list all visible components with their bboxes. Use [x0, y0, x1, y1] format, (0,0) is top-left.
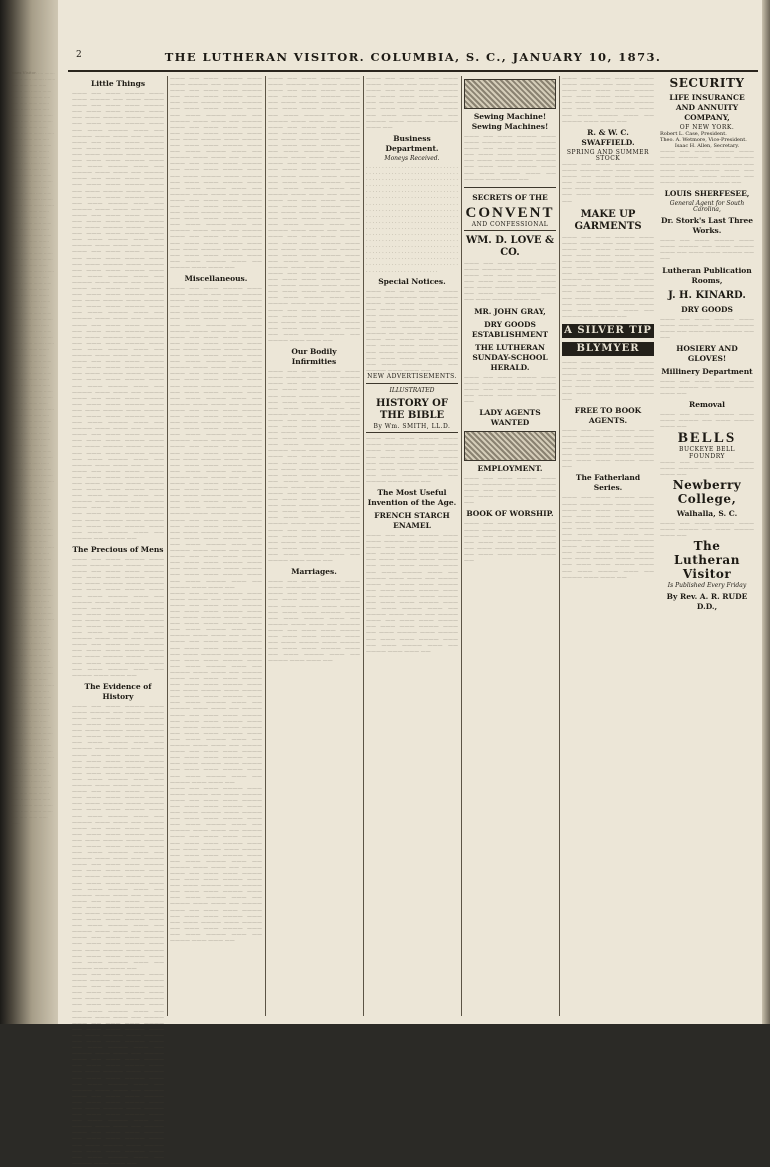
- page-right-edge: [762, 0, 770, 1024]
- article-text: ——— —— ——— ———— ——— ——— ———— —— ——— ———— ——— —— ——— ——— ———— —— ——— ——— ———— ——— —— ——— ———— ——— ———— —— ——— ——— ———— ——— —— ——— ———— ——— —— ———— ——— ——— ——: [464, 134, 556, 183]
- free-agents-heading: FREE TO BOOK AGENTS.: [574, 405, 642, 425]
- column-1: [72, 76, 164, 1167]
- walhalla: Walhalla, S. C.: [676, 508, 738, 518]
- column-rule: [461, 76, 462, 1016]
- secrets-heading: SECRETS OF THE: [472, 192, 548, 202]
- article-text: ——— —— ——— ———— ——— ——— ———— —— ——— ———— ——— ——: [660, 378, 754, 398]
- rifle-illustration: [464, 431, 556, 461]
- editor-line: By Rev. A. R. RUDE D.D.,: [666, 592, 748, 612]
- company-heading: LIFE INSURANCE AND ANNUITY COMPANY,: [669, 93, 745, 122]
- article-text: ——— —— ——— ———— ——— ——— ———— —— ——— ———— ——— —— ——— ——— ———— —— ——— ——— ———— ——— —— ——— ———— ——— ———— —— ——— ——— ———— ——— —— ——— ———— ——— —— ———— ——— ——— —— ———— ——— —— ——— ——— ———— —— ——— ——— ———— ——— —— ——— ———— ——— ———— —— ——— ——— ———— ——— —— ——— ———— ——— —— ———— ——— ——— —— ———— ——— —— ——— ——— ———— —— ——— ——— ———— ——— —— ——— ———— ——— ———— —— ——— ——— ———— ——— —— ——— ———— ——— —— ———— ——— ——— ——: [366, 532, 458, 655]
- article-text: ——— —— ——— ———— ——— ——— ———— —— ——— ———— ——— —— ——— ——— ———— —— ——— ——— ———— ——— —— ——— ———— ——— ———— —— ——— ——— ———— ——— —— ——— ———— ——— —— ———— ——— ——— ——: [366, 436, 458, 485]
- kinard-heading: J. H. KINARD.: [668, 289, 746, 301]
- bells-heading: BELLS: [677, 430, 737, 447]
- dry-goods-heading: DRY GOODS ESTABLISHMENT: [471, 319, 549, 339]
- new-advertisements: NEW ADVERTISEMENTS.: [367, 372, 457, 380]
- history-ad: [366, 383, 458, 433]
- article-text: ——— —— ——— ———— ——— ——— ———— —— ——— ———— ——— —— ——— ——— ———— —— ——— ——— ———— ——— —— ——— ———— ——— ———— —— ——— ——— ———— ——— —— ——— ———— ——— —— ———— ——— ——— —— ———— ——— —— ——— ——— ———— —— ——— ——— ———— ——— —— ——— ———— ——— ———— —— ——— ——— ———— ——— —— ——— ———— ——— —— ———— ——— ——— ——: [562, 495, 654, 581]
- article-text: ——— —— ——— ———— ——— ——— ———— —— ——— ———— ——— —— ——— ——— ———— —— ——— ——— ———— ——— ——: [464, 374, 556, 405]
- article-text: ——— —— ——— ———— ——— ——— ———— —— ——— ———— ——— ——: [660, 412, 754, 431]
- dry-goods-heading: DRY GOODS: [681, 304, 733, 314]
- article-text: ——— —— ——— ———— ——— ——— ———— —— ——— ———— ——— —— ——— ——— ———— —— ——— ——— ———— ——— —— ——— ———— ——— ———— —— ——— ——— ———— ——— ——: [562, 427, 654, 471]
- column-6: [562, 76, 654, 1016]
- worship-heading: BOOK OF WORSHIP.: [466, 509, 554, 519]
- masthead-title: THE LUTHERAN VISITOR. COLUMBIA, S. C., JANUARY 10, 1873.: [164, 50, 662, 64]
- newberry-heading: Newberry College,: [672, 477, 742, 506]
- article-text: ——— —— ——— ———— ——— ——— ———— —— ——— ———— ——— —— ——— ——— ———— —— ——— ——— ———— ——— —— ——— ———— ——— ———— —— ——— ——— ———— ——— —— ——— ———— ——— —— ———— ——— ——— —— ———— ——— —— ——— ——— ———— —— ——— ——— ———— ——— —— ——— ———— ——— ———— —— ——— ——— ———— ——— —— ——— ———— ——— —— ———— ——— ——— —— ———— ——— —— ——— ——— ———— —— ——— ——— ———— ——— —— ——— ———— ——— ———— —— ——— ——— ———— ——— —— ——— ———— ——— —— ———— ——— ——— —— ———— ——— —— ——— ——— ———— —— ——— ——— ———— ——— —— ——— ———— ——— ———— —— ——— ——— ———— ——— —— ——— ———— ——— —— ———— ——— ——— —— ———— ——— —— ——— ——— ———— —— ——— ——— ———— ——— —— ——— ———— ——— ———— —— ——— ——— ———— ——— —— ——— ———— ——— —— ———— ——— ——— ——: [170, 590, 262, 786]
- enamel-heading: FRENCH STARCH ENAMEL: [374, 510, 450, 530]
- article-text: ——— —— ——— ———— ——— ——— ———— —— ——— ———— ——— —— ——— ——— ———— —— ——— ——— ———— ——— —— ——— ———— ——— ———— —— ——— ——— ———— ——— —— ——— ———— ——— —— ———— ——— ——— —— ———— ——— —— ——— ——— ———— —— ——— ——— ———— ——— —— ——— ———— ——— ———— —— ——— ——— ———— ——— —— ——— ———— ——— —— ———— ——— ——— —— ———— ——— —— ——— ——— ———— —— ——— ——— ———— ——— —— ——— ———— ——— ———— —— ——— ——— ———— ——— —— ——— ———— ——— —— ———— ——— ——— —— ———— ——— —— ——— ——— ———— —— ——— ——— ———— ——— —— ——— ———— ——— ———— —— ——— ——— ———— ——— —— ——— ———— ——— —— ———— ——— ——— —— ———— ——— —— ——— ——— ———— —— ——— ——— ———— ——— —— ——— ———— ——— ———— —— ——— ——— ———— ——— —— ——— ———— ——— —— ———— ——— ——— ——: [72, 971, 164, 1167]
- adjacent-page-strip: ones Visitor. .... ........ ........ ...... ......... ........ ..... ....... ...... ...... ........ ..... ........ ....... ...... ....... ......... ..... ..... ...... ....... ........ ...... ....... ........ ..... ....... ........ ....... ....... ...... ...... ......... ........ ..... ...... ....... ....... ...... ......... ........ ....... ........ ....... ...... ..... ....... ........ ....... ...... ..... ...... ....... ........ ...... ....... ..... ........ ....... ...... ....... ....... ........ ...... ..... ...... ....... ........ ...... ....... ........ ...... ....... ........ ....... ....... ...... ...... ......... ........ ..... ...... ....... ....... ...... ......... ........ ....... ........ ....... ...... ..... ....... ........ ....... ...... ..... ...... ....... ........ ...... ....... ..... ........ ....... ...... ....... ....... ........ ...... ..... ...... ....... ........ ...... ....... ........ ...... ....... ........ ....... ....... ...... ...... ......... ........ ..... ...... ....... ....... ...... ......... ........ ....... ........ ....... ...... ..... ....... ........ ....... ...... ..... ...... ....... ........ ...... ....... ..... ........ ....... ...... ....... ....... ........ ...... ..... ...... ....... ........ ...... ....... ........ ...... ....... ........ ....... ....... ...... ...... ......... ........ ..... ...... ....... ....... ...... ......... ........ ....... ........ ....... ...... ..... ....... ........ ....... ...... ..... ...... ....... ........ ...... ....... ..... ........ ....... ...... ....... ....... ........ ...... ..... ...... ....... ........ ...... ....... ........ ...... ....... ........ ....... ....... ...... ...... ......... ........ ..... ...... ....... ....... ...... ......... ........ ....... ........ ....... ...... ..... ....... ........ ....... ...... ..... ...... ....... ........ ...... ....... ..... ........ ....... ...... ....... ....... ........ ...... ..... ...... ....... ........ ...... ....... ........ ...... ....... ........ ....... ....... ...... ...... ......... ........ ..... ...... ....... ....... ...... ......... ........ ....... ........ ....... ...... ..... ....... ........ ....... ...... ..... ...... ....... ........ ...... ....... ..... ........ ....... ...... ....... ....... ........ ...... ..... ...... ....... ........ ...... ....... ........ ...... ....... ........ ....... ....... ...... ...... ......... ........ ..... ...... ....... ....... ...... ......... ........ ....... ........ ....... ...... ..... ....... ........ ....... ...... ..... ...... ....... ........ ...... ....... ..... ........ ....... ...... ....... ....... ........ ...... ..... ...... ....... ........ ...... ....... ........ ...... ....... ........ ....... ....... ...... ...... ......... ........ ..... ...... ....... ....... ...... ......... ........ ....... ........ ....... ...... ..... ....... ........ ....... ...... ..... ...... ....... ........ ...... ....... ..... ........ ....... ...... ....... ....... ........ ...... ..... ...... ....... ........ ...... ....... ........ ...... ....... ........ ....... ....... ...... ...... ......... ........ ..... ...... ....... ....... ...... ......... ........ ....... ........ ....... ...... ..... ....... ........ ....... ...... ..... ...... ....... ........ ...... ....... ..... ........ ....... ...... ....... ....... ........ ...... ..... ...... ....... ........ ...... ....... ........ ...... ....... ........ ....... ....... ...... ...... ......... ........ ..... ...... ....... ....... ...... ......... ........ ....... ........ ....... ...... ..... ....... ........ ....... ...... ..... ...... ....... ........ ...... ....... ..... ........ ....... ...... ....... ....... ........ ...... ..... ...... ....... ........ ...... ....... ........ ...... ....... ........ ....... ....... ...... ...... ......... ........ ..... ...... ....... ....... ......: [12, 70, 56, 825]
- sunday-school-heading: THE LUTHERAN SUNDAY-SCHOOL HERALD.: [472, 342, 548, 372]
- article-text: ——— —— ——— ———— ——— ——— ———— —— ——— ———— ——— —— ——— ——— ———— —— ——— ——— ———— ——— —— ——— ———— ——— ———— —— ——— ——— ———— ——— —— ——— ———— ——— —— ———— ——— ——— —— ———— ——— —— ——— ——— ———— —— ——— ——— ———— ——— —— ——— ———— ——— ———— —— ——— ——— ———— ——— —— ——— ———— ——— —— ———— ——— ——— —— ———— ——— —— ——— ——— ———— —— ——— ——— ———— ——— —— ——— ———— ——— ———— —— ——— ——— ———— ——— —— ——— ———— ——— —— ———— ——— ——— —— ———— ——— —— ——— ——— ———— —— ——— ——— ———— ——— —— ——— ———— ——— ———— —— ——— ——— ———— ——— —— ——— ———— ——— —— ———— ——— ——— —— ———— ——— —— ——— ——— ———— —— ——— ——— ———— ——— —— ——— ———— ——— ———— —— ——— ——— ———— ——— —— ——— ———— ——— —— ———— ——— ——— ——: [268, 369, 360, 565]
- column-rule: [265, 76, 266, 1016]
- agent-title: General Agent for South Carolina,: [669, 199, 745, 214]
- sewing-heading: Sewing Machine! Sewing Machines!: [471, 112, 549, 131]
- article-text: ——— —— ——— ———— ——— ——— ———— —— ——— ———— ——— —— ——— ——— ———— —— ——: [660, 238, 754, 263]
- bell-foundry: BUCKEYE BELL FOUNDRY: [679, 446, 735, 460]
- make-up-heading: MAKE UP GARMENTS: [574, 208, 642, 232]
- agent-name: LOUIS SHERFESEE,: [664, 188, 750, 198]
- article-text: ——— —— ——— ———— ——— ——— ———— —— ——— ———— ——— —— ——— ——— ———— —— ——— ——— ———— ——— —— ——— ———— ——— ———— —— ——— ——— ———— ——— —— ——— ———— ——— —— ———— ——— ——— —— ———— ——— —— ——— ——— ———— —— ——— ——— ———— ——— —— ——— ———— ——— ———— —— ——— ——— ———— ——— —— ——— ———— ——— —— ———— ——— ——— —— ———— ——— —— ——— ——— ———— —— ——— ——— ———— ——— —— ——— ———— ——— ———— —— ——— ——— ———— ——— —— ——— ———— ——— —— ———— ——— ——— —— ———— ——— —— ——— ——— ———— —— ——— ——— ———— ——— —— ——— ———— ——— ———— —— ——— ——— ———— ——— —— ——— ———— ——— —— ———— ——— ——— ——: [170, 785, 262, 945]
- blymyer-ad: [562, 342, 654, 356]
- article-text: ——— —— ——— ———— ——— ——— ———— —— ——— ———— ——— ——: [660, 520, 754, 540]
- lady-agents-heading: LADY AGENTS WANTED: [479, 407, 541, 427]
- published-line: Is Published Every Friday: [667, 582, 747, 590]
- article-text: ——— —— ——— ———— ——— ——— ———— —— ——— ———— ——— —— ——— ——— ———— —— ——— ——— ———— ——— —— ——— ———— ——— ———— —— ——— ——— ———— ——— —— ——— ———— ——— ——: [464, 260, 556, 304]
- notices-heading: Special Notices.: [378, 276, 446, 286]
- spring-stock: SPRING AND SUMMER STOCK: [566, 148, 650, 162]
- column-4: [366, 76, 458, 1016]
- employment-heading: EMPLOYMENT.: [477, 463, 543, 473]
- article-text: ——— —— ——— ———— ——— ——— ———— —— ——— ———— ——— —— ——— ——— ———— —— ——— ——— ———— ——— —— ——— ———— ——— ———— —— ——— ——— ———— ——— ——: [464, 521, 556, 564]
- article-text: ——— —— ——— ———— ——— ——— ———— —— ——— ———— ——— —— ——— ——— ———— —— ——— ——— ———— ——— —— ——— ———— ——— ———— —— ——— ——— ———— ——— —— ——— ———— ——— —— ———— ——— ——— —— ———— ——— —— ——— ——— ———— —— ——— ——— ———— ——— —— ——— ———— ——— ———— —— ——— ——— ———— ——— —— ——— ———— ——— —— ———— ——— ——— —— ———— ——— —— ——— ——— ———— —— ——— ——— ———— ——— —— ——— ———— ——— ———— —— ——— ——— ———— ——— —— ——— ———— ——— —— ———— ——— ——— —— ———— ——— —— ——— ——— ———— —— ——— ——— ———— ——— —— ——— ———— ——— ———— —— ——— ——— ———— ——— —— ——— ———— ——— —— ———— ——— ——— —— ———— ——— —— ——— ——— ———— —— ——— ——— ———— ——— —— ——— ———— ——— ———— —— ——— ——— ———— ——— —— ——— ———— ——— —— ———— ——— ——— —— ———— ——— —— ——— ——— ———— —— ——— ——— ———— ——— —— ——— ———— ——— ———— —— ——— ——— ———— ——— —— ——— ———— ——— —— ———— ——— ——— —— ———— ——— —— ——— ——— ———— —— ——— ——— ———— ——— —— ——— ———— ——— ———— —— ——— ——— ———— ——— —— ——— ———— ——— —— ———— ——— ——— —— ———— ——— —— ——— ——— ———— —— ——— ——— ———— ——— —— ——— ———— ——— ———— —— ——— ——— ———— ——— —— ——— ———— ——— —— ———— ——— ——— —— ———— ——— —— ——— ——— ———— —— ——— ——— ———— ——— —— ——— ———— ——— ———— —— ——— ——— ———— ——— —— ——— ———— ——— —— ———— ——— ——— —— ———— ——— —— ——— ——— ———— —— ——— ——— ———— ——— —— ——— ———— ——— ———— —— ——— ——— ———— ——— —— ——— ———— ——— —— ———— ——— ——— —— ———— ——— —— ——— ——— ———— —— ——— ——— ———— ——— —— ——— ———— ——— ———— —— ——— ——— ———— ——— —— ——— ———— ——— —— ———— ——— ——— —— ———— ——— —— ——— ——— ———— —— ——— ——— ———— ——— —— ——— ———— ——— ———— —— ——— ——— ———— ——— —— ——— ———— ——— —— ———— ——— ——— ——: [72, 91, 164, 542]
- section-heading: Miscellaneous.: [184, 274, 248, 283]
- confessional-heading: AND CONFESSIONAL: [471, 220, 549, 228]
- marriages-heading: Marriages.: [291, 567, 337, 577]
- convent-heading: CONVENT: [465, 204, 555, 221]
- secretary: Isaac H. Allen, Secretary.: [674, 143, 740, 150]
- removal-heading: Removal: [688, 400, 725, 410]
- millinery-heading: Millinery Department: [661, 366, 753, 376]
- publication-rooms: Lutheran Publication Rooms,: [662, 265, 752, 285]
- silver-tip-heading: A SILVER TIP: [564, 324, 652, 336]
- column-2: [170, 76, 262, 1016]
- love-heading: WM. D. LOVE & CO.: [466, 234, 554, 258]
- security-heading: SECURITY: [669, 76, 745, 90]
- article-text: ——— —— ——— ———— ——— ——— ———— —— ——— ———— ——— —— ——— ——— ———— —— ——— ——— ———— ——— —— ——— ———— ——— ———— —— ——— ——— ———— ——— —— ——— ———— ——— —— ———— ——— ——— —— ———— ——— —— ——— ——— ———— —— ——— ——— ———— ——— —— ——— ———— ——— ———— —— ——— ——— ———— ——— —— ——— ———— ——— —— ———— ——— ——— —— ———— ——— —— ——— ——— ———— —— ——— ——— ———— ——— —— ——— ———— ——— ———— —— ——— ——— ———— ——— —— ——— ———— ——— —— ———— ——— ——— —— ———— ——— —— ——— ——— ———— —— ——— ——— ———— ——— —— ——— ———— ——— ———— —— ——— ——— ———— ——— —— ——— ———— ——— —— ———— ——— ——— —— ———— ——— —— ——— ——— ———— —— ——— ——— ———— ——— —— ——— ———— ——— ———— —— ——— ——— ———— ——— —— ——— ———— ——— —— ———— ——— ——— —— ———— ——— —— ——— ——— ———— —— ——— ——— ———— ——— —— ——— ———— ——— ———— —— ——— ——— ———— ——— —— ——— ———— ——— —— ———— ——— ——— —— ———— ——— —— ——— ——— ———— —— ——— ——— ———— ——— —— ——— ———— ——— ———— —— ——— ——— ———— ——— —— ——— ———— ——— —— ———— ——— ——— ——: [268, 76, 360, 345]
- article-text: ——— —— ——— ———— ——— ——— ———— —— ——— ———— ——— —— ——— ——— ———— —— ——— ——— ———— ——— —— ——— ———— ——— ———— —— ——— ——— ———— ——— —— ——— ———— ——— —— ———— ——— ——— —— ———— ——— —— ——— ——— ———— —— ——— ——— ———— ——— —— ——— ———— ——— ———— —— ——— ——— ———— ——— —— ——— ———— ——— —— ———— ——— ——— ——: [562, 234, 654, 320]
- article-text: ——— —— ——— ———— ——— ——— ———— —— ——— ———— ——— —— ——— ——— ———— —— ——: [660, 316, 754, 341]
- moneys-received: Moneys Received.: [384, 154, 440, 162]
- fatherland-heading: The Fatherland Series.: [575, 473, 641, 493]
- history-by: By Wm. SMITH, LL.D.: [373, 423, 451, 431]
- column-rule: [363, 76, 364, 1016]
- article-text: ——— —— ——— ———— ——— ——— ———— —— ——— ———— ——— —— ——— ——— ———— —— ——— ——— ———— ——— ——: [464, 475, 556, 507]
- column-7-right: [660, 76, 754, 1016]
- article-text: ——— —— ——— ———— ——— ——— ———— —— ——— ———— ——— —— ——— ——— ———— —— ——— ——— ———— ——— —— ——— ———— ——— ———— —— ——— ——— ———— ——— —— ——— ———— ——— —— ———— ——— ——— ——: [562, 76, 654, 125]
- article-text: ——— —— ——— ———— ——— ——— ———— —— ——— ———— ——— —— ——— ——— ———— —— ——— ——— ———— ——— —— ——— ———— ——— ———— —— ——— ——— ———— ——— —— ——— ———— ——— —— ———— ——— ——— —— ———— ——— ——: [366, 76, 458, 131]
- column-rule: [167, 76, 168, 1016]
- president: Robert L. Case, President.: [660, 131, 727, 138]
- article-text: ——— —— ——— ———— ——— ——— ———— —— ——— ———— ——— —— ——— ——— ———— —— ——— ——— ———— ——— —— ——— ———— ——— ———— —— ——— ——— ———— ——— ——: [562, 360, 654, 403]
- sewing-machine-illustration: [464, 79, 556, 109]
- blymyer-heading: BLYMYER: [576, 343, 640, 354]
- vice-president: Theo. A. Wetmore, Vice-President.: [660, 137, 747, 144]
- article-text: ——— —— ——— ———— ——— ——— ———— —— ——— ———— ——— —— ——— ——— ———— —— ——— ——— ———— ——— —— ——— ———— ——— ———— —— ——— ——— ———— ——— —— ——— ———— ——— —— ———— ——— ——— —— ———— ——— —— ——— ——— ———— —— ——— ——— ———— ——— —— ——— ———— ——— ———— —— ——— ——— ———— ——— —— ——— ———— ——— —— ———— ——— ——— —— ———— ——— —— ——— ——— ———— —— ——— ——— ———— ——— —— ——— ———— ——— ———— —— ——— ——— ———— ——— —— ——— ———— ——— —— ———— ——— ——— —— ———— ——— —— ——— ——— ———— —— ——— ——— ———— ——— —— ——— ———— ——— ———— —— ——— ——— ———— ——— —— ——— ———— ——— —— ———— ——— ——— —— ———— ——— —— ——— ——— ———— —— ——— ——— ———— ——— —— ——— ———— ——— ———— —— ——— ——— ———— ——— —— ——— ———— ——— —— ———— ——— ——— —— ———— ——— —— ——— ——— ———— —— ——— ——— ———— ——— —— ——— ———— ——— ———— —— ——— ——— ———— ——— —— ——— ———— ——— —— ———— ——— ——— —— ———— ——— —— ——— ——— ———— —— ——— ——— ———— ——— —— ——— ———— ——— ———— —— ——— ——— ———— ——— —— ——— ———— ——— —— ———— ——— ——— ——: [72, 703, 164, 972]
- article-text: ——— —— ——— ———— ——— ——— ———— —— ——— ———— ——— ——: [660, 459, 754, 478]
- masthead: [68, 40, 758, 72]
- visitor-heading: The Lutheran Visitor: [674, 539, 740, 582]
- column-3: [268, 76, 360, 1016]
- article-heading: Our Bodily Infirmities: [291, 347, 337, 367]
- article-heading: The Evidence of History: [84, 681, 152, 701]
- business-heading: Business Department.: [385, 133, 439, 153]
- page-number: 2: [76, 50, 82, 60]
- article-text: ——— —— ——— ———— ——— ——— ———— —— ——— ———— ——— —— ——— ——— ———— —— ——— ——— ———— ——— —— ——— ———— ——— ———— —— ——— ——— ———— ——— ——: [562, 161, 654, 205]
- history-sub: ILLUSTRATED: [389, 387, 435, 395]
- history-title: HISTORY OF THE BIBLE: [376, 398, 448, 422]
- column-rule: [559, 76, 560, 1016]
- silver-tip-ad: [562, 324, 654, 338]
- company-city: OF NEW YORK.: [679, 124, 735, 131]
- hosiery-heading: HOSIERY AND GLOVES!: [676, 343, 738, 363]
- stork-heading: Dr. Stork's Last Three Works.: [660, 216, 754, 236]
- article-heading: Little Things: [90, 79, 146, 88]
- invention-heading: The Most Useful Invention of the Age.: [367, 487, 457, 507]
- article-text: ——— —— ——— ———— ——— ——— ———— —— ——— ———— ——— —— ——— ——— ———— —— ——— ——— ———— ——— —— ——— ———— ——— ———— —— ——— ——— ———— ——— ——: [660, 149, 754, 186]
- article-text: ——— —— ——— ———— ——— ——— ———— —— ——— ———— ——— —— ——— ——— ———— —— ——— ——— ———— ——— —— ——— ———— ——— ———— —— ——— ——— ———— ——— —— ——— ———— ——— —— ———— ——— ——— —— ———— ——— —— ——— ——— ———— —— ——— ——— ———— ——— —— ——— ———— ——— ———— —— ——— ——— ———— ——— —— ——— ———— ——— —— ———— ——— ——— ——: [268, 579, 360, 665]
- article-text: ——— —— ——— ———— ——— ——— ———— —— ——— ———— ——— —— ——— ——— ———— —— ——— ——— ———— ——— —— ——— ———— ——— ———— —— ——— ——— ———— ——— —— ——— ———— ——— —— ———— ——— ——— —— ———— ——— —— ——— ——— ———— —— ——— ——— ———— ——— —— ——— ———— ——— ———— —— ——— ——— ———— ——— —— ——— ———— ——— —— ———— ——— ——— —— ———— ——— —— ——— ——— ———— —— ——— ——— ———— ——— —— ——— ———— ——— ———— —— ——— ——— ———— ——— —— ——— ———— ——— —— ———— ——— ——— —— ———— ——— —— ——— ——— ———— —— ——— ——— ———— ——— —— ——— ———— ——— ———— —— ——— ——— ———— ——— —— ——— ———— ——— —— ———— ——— ——— —— ———— ——— —— ——— ——— ———— —— ——— ——— ———— ——— —— ——— ———— ——— ———— —— ——— ——— ———— ——— —— ——— ———— ——— —— ———— ——— ——— —— ———— ——— —— ——— ——— ———— —— ——— ——— ———— ——— —— ——— ———— ——— ———— —— ——— ——— ———— ——— —— ——— ———— ——— —— ———— ——— ——— —— ———— ——— —— ——— ——— ———— —— ——— ——— ———— ——— —— ——— ———— ——— ———— —— ——— ——— ———— ——— —— ——— ———— ——— —— ———— ——— ——— —— ———— ——— —— ——— ——— ———— —— ——— ——— ———— ——— —— ——— ———— ——— ———— —— ——— ——— ———— ——— —— ——— ———— ——— —— ———— ——— ——— ——: [170, 286, 262, 591]
- article-text: ——— —— ——— ———— ——— ——— ———— —— ——— ———— ——— —— ——— ——— ———— —— ——— ——— ———— ——— —— ——— ———— ——— ———— —— ——— ——— ———— ——— —— ——— ———— ——— —— ———— ——— ——— —— ———— ——— —— ——— ——— ———— —— ——— ——— ———— ——— —— ——— ———— ——— ———— —— ——— ——— ———— ——— —— ——— ———— ——— —— ———— ——— ——— —— ———— ——— —— ——— ——— ———— —— ——— ——— ———— ——— —— ——— ———— ——— ———— —— ——— ——— ———— ——— —— ——— ———— ——— —— ———— ——— ——— ——: [72, 556, 164, 679]
- article-heading: The Precious of Mens: [72, 544, 164, 554]
- money-list: . . . . . . . . . . . . . . . . . . . . . . . . . . . . . . . . . . . . . . . . . . . . . . . . . . . . . . . . . . . . . . . . . . . . . . . . . . . . . . . . . . . . . . . . . . . . . . . . . . . . . . . . . . . . . . . . . . . . . . . . . . . . . . . . . . . . . . . . . . . . . . . . . . . . . . . . . . . . . . . . . . . . . . . . . . . . . . . . . . . . . . . . . . . . . . . . . . . . . . . . . . . . . . . . . . . . . . . . . . . . . . . . . . . . . . . . . . . . . . . . . . . . . . . . . . . . . . . . . . . . . . . . . . . . . . . . . . . . . . . . . . . . . . . . . . . . . . . . . . . . . . . . . . . . . . . . . . . . . . . . . . . . . . . . . . . . . . . . . . . . . . . . . . . . . . . . . . . . . . . . . . . . . . . . . . . . . . . . . . . . . . . . . . . . . . . . . . . . . . . . . . . . . . . . . . . . . . . . . . . . . . . . . . . . . . . . . . . . . . . . . . . . . . . . . . . . . . . . . . . . . . . . . . . . . . . . . . . . . . . . . . . . . . . . . . . . . . . . . . . . . . . . . . . . . . . . . . . .: [366, 163, 458, 274]
- article-text: ——— —— ——— ———— ——— ——— ———— —— ——— ———— ——— —— ——— ——— ———— —— ——— ——— ———— ——— —— ——— ———— ——— ———— —— ——— ——— ———— ——— —— ——— ———— ——— —— ———— ——— ——— —— ———— ——— —— ——— ——— ———— —— ——— ——— ———— ——— —— ——— ———— ——— ———— —— ——— ——— ———— ——— —— ——— ———— ——— —— ———— ——— ——— ——: [366, 288, 458, 374]
- column-5: [464, 76, 556, 1016]
- swaffield-heading: R. & W. C. SWAFFIELD.: [581, 127, 635, 147]
- article-text: ——— —— ——— ———— ——— ——— ———— —— ——— ———— ——— —— ——— ——— ———— —— ——— ——— ———— ——— —— ——— ———— ——— ———— —— ——— ——— ———— ——— —— ——— ———— ——— —— ———— ——— ——— —— ———— ——— —— ——— ——— ———— —— ——— ——— ———— ——— —— ——— ———— ——— ———— —— ——— ——— ———— ——— —— ——— ———— ——— —— ———— ——— ——— —— ———— ——— —— ——— ——— ———— —— ——— ——— ———— ——— —— ——— ———— ——— ———— —— ——— ——— ———— ——— —— ——— ———— ——— —— ———— ——— ——— —— ———— ——— —— ——— ——— ———— —— ——— ——— ———— ——— —— ——— ———— ——— ———— —— ——— ——— ———— ——— —— ——— ———— ——— —— ———— ——— ——— —— ———— ——— —— ——— ——— ———— —— ——— ——— ———— ——— —— ——— ———— ——— ———— —— ——— ——— ———— ——— —— ——— ———— ——— —— ———— ——— ——— ——: [170, 76, 262, 271]
- convent-ad: [464, 187, 556, 231]
- gray-heading: MR. JOHN GRAY,: [474, 306, 546, 316]
